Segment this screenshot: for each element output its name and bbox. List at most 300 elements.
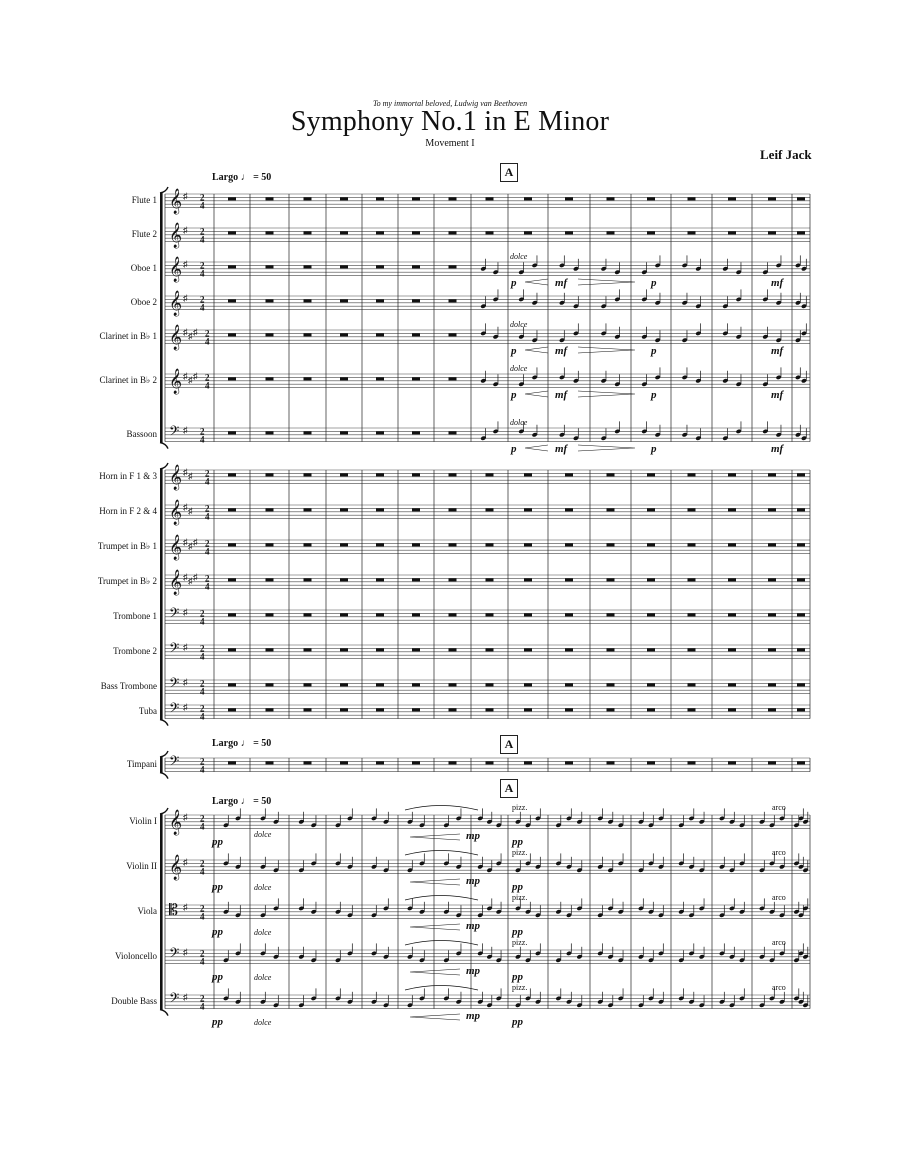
time-signature-bottom: 4 xyxy=(205,546,210,557)
whole-rest xyxy=(486,197,494,200)
whole-rest xyxy=(412,708,420,711)
dynamic-mp: mp xyxy=(466,830,481,842)
phrase-slur xyxy=(405,941,478,946)
whole-rest xyxy=(376,613,384,616)
whole-rest xyxy=(266,578,274,581)
dedication: To my immortal beloved, Ludwig van Beethoven xyxy=(372,99,528,108)
whole-rest xyxy=(768,197,776,200)
clef-glyph: 𝄢 xyxy=(169,946,180,964)
whole-rest xyxy=(524,543,532,546)
whole-rest xyxy=(266,231,274,234)
time-signature-bottom: 4 xyxy=(200,686,205,697)
instrument-label: Trumpet in B♭ 1 xyxy=(97,540,157,551)
dynamic-p: p xyxy=(511,443,517,455)
key-sharp: ♯ xyxy=(183,467,188,477)
whole-rest xyxy=(340,613,348,616)
whole-rest xyxy=(524,473,532,476)
whole-rest xyxy=(340,231,348,234)
whole-rest xyxy=(304,543,312,546)
time-signature-bottom: 4 xyxy=(200,866,205,877)
whole-rest xyxy=(304,761,312,764)
whole-rest xyxy=(412,473,420,476)
arco-marking: arco xyxy=(772,893,786,902)
time-signature-bottom: 4 xyxy=(200,616,205,627)
time-signature-top: 2 xyxy=(200,813,205,824)
whole-rest xyxy=(565,231,573,234)
whole-rest xyxy=(768,648,776,651)
clef-glyph: 𝄢 xyxy=(169,991,180,1009)
time-signature-bottom: 4 xyxy=(205,581,210,592)
phrase-slur xyxy=(405,806,478,811)
dynamic-pp: pp xyxy=(212,836,223,848)
whole-rest xyxy=(412,333,420,336)
bracket-hook xyxy=(160,751,168,757)
crescendo-hairpin xyxy=(525,347,548,353)
whole-rest xyxy=(228,648,236,651)
whole-rest xyxy=(412,543,420,546)
time-signature-top: 2 xyxy=(200,678,205,689)
whole-rest xyxy=(486,683,494,686)
time-signature-bottom: 4 xyxy=(200,302,205,313)
bracket-hook xyxy=(160,773,168,779)
dolce-marking: dolce xyxy=(510,364,528,373)
whole-rest xyxy=(304,473,312,476)
bracket-hook xyxy=(160,187,168,193)
whole-rest xyxy=(228,708,236,711)
whole-rest xyxy=(728,543,736,546)
whole-rest xyxy=(376,333,384,336)
tempo-marking-strings: Largo ♩ = 50 xyxy=(212,796,272,807)
time-signature-top: 2 xyxy=(200,756,205,767)
whole-rest xyxy=(449,299,457,302)
instrument-label: Violin II xyxy=(126,860,157,871)
whole-rest xyxy=(607,761,615,764)
whole-rest xyxy=(647,543,655,546)
time-signature-top: 2 xyxy=(200,858,205,869)
clef-glyph: 𝄞 xyxy=(169,323,183,349)
clef-glyph: 𝄢 xyxy=(169,701,180,719)
whole-rest xyxy=(768,708,776,711)
whole-rest xyxy=(340,708,348,711)
whole-rest xyxy=(768,683,776,686)
key-sharp: ♯ xyxy=(193,327,198,337)
clef-glyph: 𝄞 xyxy=(169,853,183,879)
whole-rest xyxy=(607,197,615,200)
whole-rest xyxy=(412,613,420,616)
dynamic-mp: mp xyxy=(466,1010,481,1022)
dolce-marking: dolce xyxy=(510,252,528,261)
pizz-marking: pizz. xyxy=(512,893,528,902)
whole-rest xyxy=(797,231,805,234)
key-sharp: ♯ xyxy=(183,327,188,337)
whole-rest xyxy=(797,648,805,651)
decrescendo-hairpin xyxy=(578,445,635,451)
key-sharp: ♯ xyxy=(188,375,193,385)
instrument-label: Flute 2 xyxy=(131,228,157,239)
instrument-label: Flute 1 xyxy=(131,194,157,205)
whole-rest xyxy=(486,648,494,651)
crescendo-hairpin xyxy=(410,969,460,975)
rehearsal-mark-timpani: A xyxy=(500,735,518,754)
whole-rest xyxy=(304,299,312,302)
whole-rest xyxy=(266,473,274,476)
whole-rest xyxy=(524,648,532,651)
dynamic-mf: mf xyxy=(555,277,568,289)
dolce-marking: dolce xyxy=(254,883,272,892)
whole-rest xyxy=(266,648,274,651)
dynamic-mf: mf xyxy=(771,277,784,289)
key-sharp: ♯ xyxy=(183,992,188,1002)
time-signature-top: 2 xyxy=(205,372,210,383)
key-sharp: ♯ xyxy=(183,502,188,512)
whole-rest xyxy=(412,683,420,686)
dynamic-mf: mf xyxy=(771,443,784,455)
whole-rest xyxy=(449,543,457,546)
whole-rest xyxy=(412,231,420,234)
whole-rest xyxy=(728,578,736,581)
instrument-label: Viola xyxy=(137,905,157,916)
time-signature-top: 2 xyxy=(200,426,205,437)
whole-rest xyxy=(340,473,348,476)
time-signature-top: 2 xyxy=(200,608,205,619)
whole-rest xyxy=(376,431,384,434)
whole-rest xyxy=(524,761,532,764)
crescendo-hairpin xyxy=(410,924,460,930)
whole-rest xyxy=(647,708,655,711)
phrase-slur xyxy=(405,986,478,991)
whole-rest xyxy=(376,508,384,511)
whole-rest xyxy=(565,683,573,686)
clef-glyph: 𝄞 xyxy=(169,255,183,281)
whole-rest xyxy=(376,377,384,380)
instrument-label: Tuba xyxy=(138,705,157,716)
whole-rest xyxy=(266,708,274,711)
group-bracket xyxy=(160,469,163,720)
phrase-slur xyxy=(405,896,478,901)
whole-rest xyxy=(524,231,532,234)
dynamic-mf: mf xyxy=(771,389,784,401)
arco-marking: arco xyxy=(772,983,786,992)
whole-rest xyxy=(524,508,532,511)
instrument-label: Horn in F 2 & 4 xyxy=(99,505,157,516)
whole-rest xyxy=(768,613,776,616)
dynamic-pp: pp xyxy=(512,971,523,983)
whole-rest xyxy=(376,473,384,476)
instrument-label: Violoncello xyxy=(115,950,157,961)
whole-rest xyxy=(304,683,312,686)
whole-rest xyxy=(768,508,776,511)
whole-rest xyxy=(565,197,573,200)
time-signature-top: 2 xyxy=(200,903,205,914)
whole-rest xyxy=(565,578,573,581)
key-sharp: ♯ xyxy=(183,572,188,582)
time-signature-bottom: 4 xyxy=(205,380,210,391)
bracket-hook xyxy=(160,1010,168,1016)
dolce-marking: dolce xyxy=(510,320,528,329)
whole-rest xyxy=(797,543,805,546)
crescendo-hairpin xyxy=(525,445,548,451)
whole-rest xyxy=(266,197,274,200)
whole-rest xyxy=(607,578,615,581)
whole-rest xyxy=(228,761,236,764)
tempo-marking-winds: Largo ♩ = 50 xyxy=(212,172,272,183)
whole-rest xyxy=(688,543,696,546)
decrescendo-hairpin xyxy=(578,279,635,285)
whole-rest xyxy=(688,648,696,651)
whole-rest xyxy=(797,761,805,764)
dolce-marking: dolce xyxy=(254,973,272,982)
whole-rest xyxy=(688,708,696,711)
pizz-marking: pizz. xyxy=(512,983,528,992)
whole-rest xyxy=(449,648,457,651)
whole-rest xyxy=(524,197,532,200)
whole-rest xyxy=(412,648,420,651)
dynamic-mf: mf xyxy=(555,443,568,455)
whole-rest xyxy=(376,543,384,546)
whole-rest xyxy=(412,265,420,268)
key-sharp: ♯ xyxy=(193,371,198,381)
clef-glyph: 𝄞 xyxy=(169,533,183,559)
whole-rest xyxy=(607,613,615,616)
whole-rest xyxy=(607,231,615,234)
whole-rest xyxy=(449,578,457,581)
whole-rest xyxy=(340,377,348,380)
whole-rest xyxy=(768,231,776,234)
whole-rest xyxy=(728,683,736,686)
key-sharp: ♯ xyxy=(188,471,193,481)
whole-rest xyxy=(647,197,655,200)
time-signature-bottom: 4 xyxy=(200,821,205,832)
whole-rest xyxy=(647,613,655,616)
whole-rest xyxy=(412,431,420,434)
key-sharp: ♯ xyxy=(183,947,188,957)
dynamic-pp: pp xyxy=(212,1016,223,1028)
whole-rest xyxy=(768,578,776,581)
key-sharp: ♯ xyxy=(183,702,188,712)
key-sharp: ♯ xyxy=(183,642,188,652)
whole-rest xyxy=(304,578,312,581)
whole-rest xyxy=(412,578,420,581)
time-signature-top: 2 xyxy=(200,703,205,714)
whole-rest xyxy=(565,708,573,711)
whole-rest xyxy=(647,648,655,651)
dynamic-p: p xyxy=(511,345,517,357)
whole-rest xyxy=(647,508,655,511)
crescendo-hairpin xyxy=(410,834,460,840)
whole-rest xyxy=(647,231,655,234)
whole-rest xyxy=(340,508,348,511)
clef-glyph: 𝄞 xyxy=(169,187,183,213)
whole-rest xyxy=(524,613,532,616)
key-sharp: ♯ xyxy=(193,572,198,582)
whole-rest xyxy=(449,333,457,336)
instrument-label: Oboe 2 xyxy=(130,296,157,307)
whole-rest xyxy=(304,333,312,336)
whole-rest xyxy=(688,473,696,476)
dynamic-mp: mp xyxy=(466,920,481,932)
decrescendo-hairpin xyxy=(578,391,635,397)
whole-rest xyxy=(565,613,573,616)
whole-rest xyxy=(228,578,236,581)
whole-rest xyxy=(304,648,312,651)
whole-rest xyxy=(340,683,348,686)
whole-rest xyxy=(266,265,274,268)
time-signature-bottom: 4 xyxy=(200,764,205,775)
whole-rest xyxy=(449,508,457,511)
whole-rest xyxy=(486,708,494,711)
whole-rest xyxy=(266,683,274,686)
whole-rest xyxy=(647,683,655,686)
whole-rest xyxy=(449,231,457,234)
whole-rest xyxy=(340,578,348,581)
time-signature-top: 2 xyxy=(200,643,205,654)
whole-rest xyxy=(688,231,696,234)
bracket-hook xyxy=(160,443,168,449)
instrument-label: Clarinet in B♭ 1 xyxy=(99,330,157,341)
clef-glyph: 𝄞 xyxy=(169,221,183,247)
whole-rest xyxy=(797,578,805,581)
key-sharp: ♯ xyxy=(193,537,198,547)
dynamic-pp: pp xyxy=(512,881,523,893)
whole-rest xyxy=(266,761,274,764)
clef-glyph: 𝄢 xyxy=(169,676,180,694)
crescendo-hairpin xyxy=(525,279,548,285)
dynamic-pp: pp xyxy=(512,926,523,938)
clef-glyph: 𝄢 xyxy=(169,641,180,659)
whole-rest xyxy=(797,613,805,616)
bracket-hook xyxy=(160,463,168,469)
whole-rest xyxy=(228,473,236,476)
whole-rest xyxy=(797,473,805,476)
instrument-label: Trombone 2 xyxy=(113,645,157,656)
whole-rest xyxy=(449,708,457,711)
dolce-marking: dolce xyxy=(254,1018,272,1027)
crescendo-hairpin xyxy=(525,391,548,397)
whole-rest xyxy=(266,299,274,302)
rehearsal-mark-strings: A xyxy=(500,779,518,798)
whole-rest xyxy=(688,613,696,616)
key-sharp: ♯ xyxy=(183,902,188,912)
dynamic-mf: mf xyxy=(555,345,568,357)
whole-rest xyxy=(266,431,274,434)
whole-rest xyxy=(376,299,384,302)
clef-glyph: 𝄞 xyxy=(169,463,183,489)
whole-rest xyxy=(688,197,696,200)
whole-rest xyxy=(565,648,573,651)
decrescendo-hairpin xyxy=(578,347,635,353)
whole-rest xyxy=(607,508,615,511)
pizz-marking: pizz. xyxy=(512,938,528,947)
whole-rest xyxy=(486,508,494,511)
key-sharp: ♯ xyxy=(183,425,188,435)
key-sharp: ♯ xyxy=(183,259,188,269)
composer-name: Leif Jack xyxy=(760,147,812,162)
time-signature-bottom: 4 xyxy=(200,651,205,662)
time-signature-top: 2 xyxy=(200,226,205,237)
bracket-hook xyxy=(160,720,168,726)
whole-rest xyxy=(266,543,274,546)
time-signature-bottom: 4 xyxy=(205,336,210,347)
whole-rest xyxy=(340,299,348,302)
clef-glyph: 𝄞 xyxy=(169,289,183,315)
clef-glyph: 𝄢 xyxy=(169,754,180,772)
whole-rest xyxy=(647,473,655,476)
whole-rest xyxy=(486,578,494,581)
whole-rest xyxy=(647,761,655,764)
whole-rest xyxy=(565,508,573,511)
time-signature-bottom: 4 xyxy=(200,200,205,211)
dynamic-p: p xyxy=(511,277,517,289)
whole-rest xyxy=(728,197,736,200)
whole-rest xyxy=(412,197,420,200)
whole-rest xyxy=(728,473,736,476)
time-signature-top: 2 xyxy=(200,260,205,271)
whole-rest xyxy=(228,613,236,616)
whole-rest xyxy=(449,377,457,380)
whole-rest xyxy=(228,333,236,336)
whole-rest xyxy=(228,299,236,302)
whole-rest xyxy=(340,197,348,200)
whole-rest xyxy=(376,265,384,268)
whole-rest xyxy=(768,761,776,764)
time-signature-bottom: 4 xyxy=(200,1001,205,1012)
instrument-label: Violin I xyxy=(129,815,157,826)
whole-rest xyxy=(228,231,236,234)
group-bracket xyxy=(160,814,163,1010)
key-sharp: ♯ xyxy=(188,541,193,551)
instrument-label: Timpani xyxy=(126,758,157,769)
dynamic-p: p xyxy=(651,443,657,455)
group-bracket xyxy=(160,757,163,773)
whole-rest xyxy=(524,708,532,711)
instrument-label: Trombone 1 xyxy=(113,610,157,621)
whole-rest xyxy=(376,648,384,651)
whole-rest xyxy=(266,377,274,380)
whole-rest xyxy=(565,761,573,764)
whole-rest xyxy=(728,508,736,511)
whole-rest xyxy=(728,648,736,651)
whole-rest xyxy=(376,197,384,200)
whole-rest xyxy=(412,761,420,764)
whole-rest xyxy=(607,473,615,476)
key-sharp: ♯ xyxy=(183,677,188,687)
whole-rest xyxy=(266,333,274,336)
key-sharp: ♯ xyxy=(183,225,188,235)
arco-marking: arco xyxy=(772,848,786,857)
whole-rest xyxy=(449,613,457,616)
time-signature-bottom: 4 xyxy=(200,234,205,245)
whole-rest xyxy=(304,231,312,234)
dynamic-p: p xyxy=(651,345,657,357)
clef-glyph: 𝄡 xyxy=(169,901,178,919)
key-sharp: ♯ xyxy=(183,812,188,822)
whole-rest xyxy=(304,613,312,616)
crescendo-hairpin xyxy=(410,879,460,885)
group-bracket xyxy=(160,193,163,443)
whole-rest xyxy=(412,299,420,302)
key-sharp: ♯ xyxy=(183,371,188,381)
whole-rest xyxy=(797,197,805,200)
whole-rest xyxy=(688,508,696,511)
whole-rest xyxy=(486,473,494,476)
time-signature-top: 2 xyxy=(205,573,210,584)
dynamic-mp: mp xyxy=(466,965,481,977)
whole-rest xyxy=(607,708,615,711)
whole-rest xyxy=(449,473,457,476)
time-signature-bottom: 4 xyxy=(205,476,210,487)
phrase-slur xyxy=(405,851,478,856)
instrument-label: Oboe 1 xyxy=(130,262,157,273)
